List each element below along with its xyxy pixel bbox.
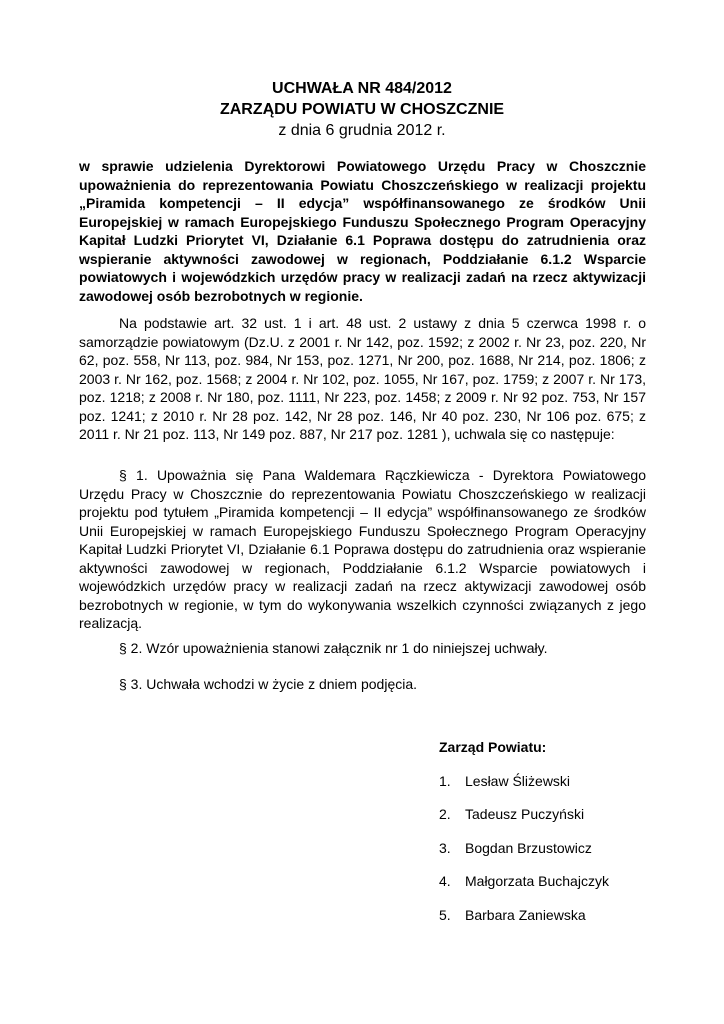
member-number: 5. (439, 907, 451, 923)
section-2-paragraph: § 2. Wzór upoważnienia stanowi załącznik nr 1 do niniejszej uchwały. (119, 640, 548, 656)
member-name: Bogdan Brzustowicz (465, 840, 592, 856)
board-member (439, 905, 586, 925)
resolution-number: UCHWAŁA NR 484/2012 (272, 80, 452, 97)
board-member (439, 771, 570, 791)
member-number: 3. (439, 840, 451, 856)
member-name: Małgorzata Buchajczyk (465, 873, 609, 889)
member-number: 1. (439, 773, 451, 789)
member-number: 4. (439, 873, 451, 889)
resolution-date: z dnia 6 grudnia 2012 r. (278, 122, 446, 139)
section-1-paragraph: § 1. Upoważnia się Pana Waldemara Rączkiewicza - Dyrektora Powiatowego Urzędu Pracy w Choszcznie do reprezentowania Powiatu Choszczeńskiego w realizacji projektu pod tytułem „Piramida kompetencji – II edycja” współfinansowanego ze środków Unii Europejskiej w ramach Europejskiego Funduszu Społecznego Program Operacyjny Kapitał Ludzki Priorytet VI, Działanie 6.1 Poprawa dostępu do zatrudnienia oraz wspieranie aktywności zawodowej w regionach, Poddziałanie 6.1.2 Wsparcie powiatowych i wojewódzkich urzędów pracy w realizacji zadań na rzecz aktywizacji zawodowej osób bezrobotnych w regionie, w tym do wykonywania wszelkich czynności związanych z jego realizacją. (79, 467, 646, 631)
resolution-heading (0, 78, 724, 141)
issuing-authority: ZARZĄDU POWIATU W CHOSZCZNIE (219, 101, 505, 118)
board-title: Zarząd Powiatu: (439, 739, 547, 755)
board-member (439, 804, 584, 824)
member-name: Tadeusz Puczyński (465, 806, 585, 822)
member-name: Barbara Zaniewska (465, 907, 586, 923)
member-number: 2. (439, 806, 451, 822)
legal-basis-paragraph: Na podstawie art. 32 ust. 1 i art. 48 ust. 2 ustawy z dnia 5 czerwca 1998 r. o samorządzie powiatowym (Dz.U. z 2001 r. Nr 142, poz. 1592; z 2002 r. Nr 23, poz. 220, Nr 62, poz. 558, Nr 113, poz. 984, Nr 153, poz. 1271, Nr 200, poz. 1688, Nr 214, poz. 1806; z 2003 r. Nr 162, poz. 1568; z 2004 r. Nr 102, poz. 1055, Nr 167, poz. 1759; z 2007 r. Nr 173, poz. 1218; z 2008 r. Nr 180, poz. 1111, Nr 223, poz. 1458; z 2009 r. Nr 92 poz. 753, Nr 157 poz. 1241; z 2010 r. Nr 28 poz. 142, Nr 28 poz. 146, Nr 40 poz. 230, Nr 106 poz. 675; z 2011 r. Nr 21 poz. 113, Nr 149 poz. 887, Nr 217 poz. 1281 ), uchwala się co następuje: (79, 315, 646, 442)
board-member (439, 871, 609, 891)
resolution-subject: w sprawie udzielenia Dyrektorowi Powiatowego Urzędu Pracy w Choszcznie upoważnienia do reprezentowania Powiatu Choszczeńskiego w realizacji projektu „Piramida kompetencji – II edycja” współfinansowanego ze środków Unii Europejskiej w ramach Europejskiego Funduszu Społecznego Program Operacyjny Kapitał Ludzki Priorytet VI, Działanie 6.1 Poprawa dostępu do zatrudnienia oraz wspieranie aktywności zawodowej w regionach, Poddziałanie 6.1.2 Wsparcie powiatowych i wojewódzkich urzędów pracy w realizacji zadań na rzecz aktywizacji zawodowej osób bezrobotnych w regionie. (79, 158, 646, 304)
section-3-paragraph: § 3. Uchwała wchodzi w życie z dniem podjęcia. (119, 676, 418, 692)
member-name: Lesław Śliżewski (465, 773, 571, 789)
board-member (439, 838, 592, 858)
board-signatures (439, 737, 699, 923)
